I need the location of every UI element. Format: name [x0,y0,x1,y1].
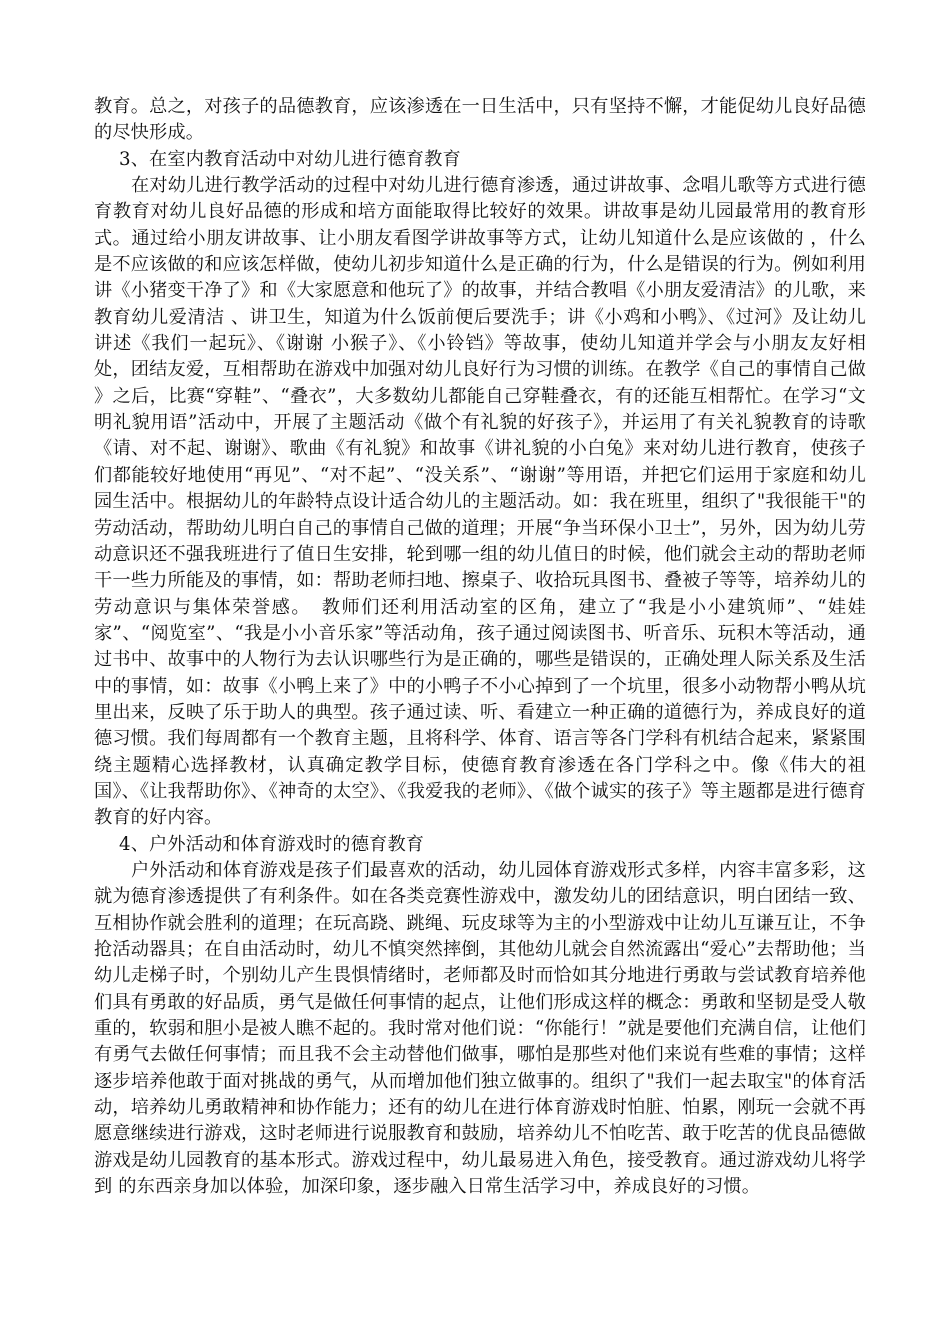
section-3-heading: 3、在室内教育活动中对幼儿进行德育教育 [119,148,461,170]
section-4-heading: 4、户外活动和体育游戏时的德育教育 [119,833,425,855]
intro-paragraph: 教育。总之，对孩子的品德教育，应该渗透在一日生活中，只有坚持不懈，才能促幼儿良好品德的尽快形成。 [94,96,866,144]
section-4-body: 户外活动和体育游戏是孩子们最喜欢的活动，幼儿园体育游戏形式多样，内容丰富多彩，这就为德育渗透提供了有利条件。如在各类竞赛性游戏中，激发幼儿的团结意识，明白团结一致、互相协作就会胜利的道理；在玩高跷、跳绳、玩皮球等为主的小型游戏中让幼儿互谦互让，不争抢活动器具；在自由活动时，幼儿不慎突然摔倒，其他幼儿就会自然流露出“爱心”去帮助他；当幼儿走梯子时，个别幼儿产生畏惧情绪时，老师都及时而恰如其分地进行勇敢与尝试教育培养他们具有勇敢的好品质，勇气是做任何事情的起点，让他们形成这样的概念：勇敢和坚韧是受人敬重的，软弱和胆小是被人瞧不起的。我时常对他们说：“你能行！”就是要他们充满自信，让他们有勇气去做任何事情；而且我不会主动替他们做事，哪怕是那些对他们来说有些难的事情；这样逐步培养他敢于面对挑战的勇气，从而增加他们独立做事的。组织了"我们一起去取宝"的体育活动，培养幼儿勇敢精神和协作能力；还有的幼儿在进行体育游戏时怕脏、怕累，刚玩一会就不再愿意继续进行游戏，这时老师进行说服教育和鼓励，培养幼儿不怕吃苦、敢于吃苦的优良品德做游戏是幼儿园教育的基本形式。游戏过程中，幼儿最易进入角色，接受教育。通过游戏幼儿将学到 的东西亲身加以体验，加深印象，逐步融入日常生活学习中，养成良好的习惯。 [94,859,866,1198]
document-page [94,94,866,1200]
section-3-body: 在对幼儿进行教学活动的过程中对幼儿进行德育渗透，通过讲故事、念唱儿歌等方式进行德育教育对幼儿良好品德的形成和培方面能取得比较好的效果。讲故事是幼儿园最常用的教育形式。通过给小朋友讲故事、让小朋友看图学讲故事等方式，让幼儿知道什么是应该做的 ，什么是不应该做的和应该怎样做，使幼儿初步知道什么是正确的行为，什么是错误的行为。例如利用 讲《小猪变干净了》和《大家愿意和他玩了》的故事，并结合教唱《小朋友爱清洁》的儿歌，来教育幼儿爱清洁 、讲卫生，知道为什么饭前便后要洗手；讲《小鸡和小鸭》、《过河》及让幼儿讲述《我们一起玩》、《谢谢 小猴子》、《小铃铛》等故事，使幼儿知道并学会与小朋友友好相处，团结友爱，互相帮助在游戏中加强对幼儿良好行为习惯的训练。在教学《自己的事情自己做 》之后，比赛“穿鞋”、“叠衣”，大多数幼儿都能自己穿鞋叠衣，有的还能互相帮忙。在学习“文明礼貌用语”活动中，开展了主题活动《做个有礼貌的好孩子》，并运用了有关礼貌教育的诗歌《请、对不起、谢谢》、歌曲《有礼貌》和故事《讲礼貌的小白兔》来对幼儿进行教育，使孩子们都能较好地使用“再见”、“对不起”、“没关系”、“谢谢”等用语，并把它们运用于家庭和幼儿园生活中。根据幼儿的年龄特点设计适合幼儿的主题活动。如：我在班里，组织了"我很能干"的劳动活动，帮助幼儿明白自己的事情自己做的道理；开展“争当环保小卫士”，另外，因为幼儿劳动意识还不强我班进行了值日生安排，轮到哪一组的幼儿值日的时候，他们就会主动的帮助老师干一些力所能及的事情，如：帮助老师扫地、擦桌子、收拾玩具图书、叠被子等等，培养幼儿的劳动意识与集体荣誉感。 教师们还利用活动室的区角，建立了“我是小小建筑师”、“娃娃家”、“阅览室”、“我是小小音乐家”等活动角，孩子通过阅读图书、听音乐、玩积木等活动，通过书中、故事中的人物行为去认识哪些行为是正确的，哪些是错误的，正确处理人际关系及生活中的事情，如：故事《小鸭上来了》中的小鸭子不小心掉到了一个坑里，很多小动物帮小鸭从坑里出来，反映了乐于助人的典型。孩子通过读、听、看建立一种正确的道德行为，养成良好的道德习惯。我们每周都有一个教育主题，且将科学、体育、语言等各门学科有机结合起来，紧紧围绕主题精心选择教材，认真确定教学目标，使德育教育渗透在各门学科之中。像《伟大的祖国》、《让我帮助你》、《神奇的太空》、《我爱我的老师》、《做个诚实的孩子》等主题都是进行德育教育的好内容。 [94,175,866,829]
